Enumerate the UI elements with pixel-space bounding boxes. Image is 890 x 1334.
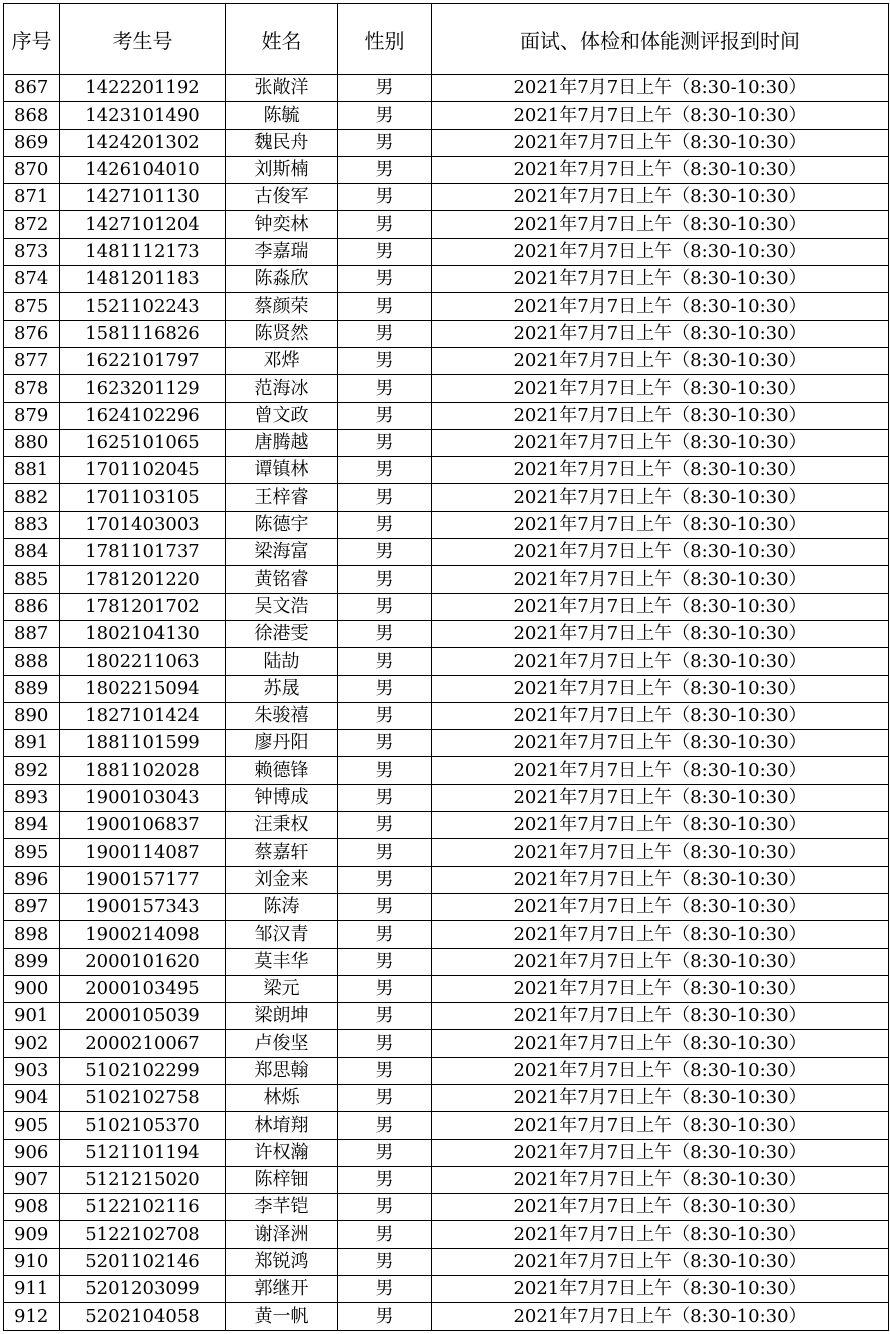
exam-id-cell: 1881101599 — [60, 730, 226, 757]
gender-cell: 男 — [338, 1221, 432, 1248]
table-row — [4, 948, 889, 975]
report-time-cell: 2021年7月7日上午（8:30-10:30） — [432, 539, 889, 566]
exam-id-cell: 1424201302 — [60, 129, 226, 156]
serial-cell: 867 — [4, 75, 60, 102]
table-row — [4, 402, 889, 429]
gender-cell: 男 — [338, 347, 432, 374]
report-time-cell: 2021年7月7日上午（8:30-10:30） — [432, 320, 889, 347]
name-cell: 郑思翰 — [226, 1057, 338, 1084]
table-row — [4, 1166, 889, 1193]
serial-cell: 898 — [4, 921, 60, 948]
serial-cell: 903 — [4, 1057, 60, 1084]
table-row — [4, 1112, 889, 1139]
exam-id-cell: 5121101194 — [60, 1139, 226, 1166]
name-cell: 陈梓钿 — [226, 1166, 338, 1193]
col-header-report-time: 面试、体检和体能测评报到时间 — [432, 4, 889, 75]
exam-id-cell: 2000105039 — [60, 1003, 226, 1030]
serial-cell: 882 — [4, 484, 60, 511]
serial-cell: 880 — [4, 429, 60, 456]
name-cell: 卢俊坚 — [226, 1030, 338, 1057]
exam-id-cell: 5102102299 — [60, 1057, 226, 1084]
report-time-cell: 2021年7月7日上午（8:30-10:30） — [432, 484, 889, 511]
gender-cell: 男 — [338, 429, 432, 456]
table-row — [4, 1248, 889, 1275]
name-cell: 黄铭睿 — [226, 566, 338, 593]
serial-cell: 869 — [4, 129, 60, 156]
gender-cell: 男 — [338, 511, 432, 538]
name-cell: 陆劼 — [226, 648, 338, 675]
serial-cell: 912 — [4, 1303, 60, 1330]
table-row — [4, 347, 889, 374]
report-time-cell: 2021年7月7日上午（8:30-10:30） — [432, 211, 889, 238]
serial-cell: 899 — [4, 948, 60, 975]
report-time-cell: 2021年7月7日上午（8:30-10:30） — [432, 457, 889, 484]
report-time-cell: 2021年7月7日上午（8:30-10:30） — [432, 184, 889, 211]
serial-cell: 905 — [4, 1112, 60, 1139]
serial-cell: 911 — [4, 1276, 60, 1303]
gender-cell: 男 — [338, 1112, 432, 1139]
serial-cell: 881 — [4, 457, 60, 484]
name-cell: 张敞洋 — [226, 75, 338, 102]
serial-cell: 893 — [4, 784, 60, 811]
serial-cell: 894 — [4, 812, 60, 839]
exam-id-cell: 1900157343 — [60, 893, 226, 920]
gender-cell: 男 — [338, 1166, 432, 1193]
name-cell: 吴文浩 — [226, 593, 338, 620]
serial-cell: 871 — [4, 184, 60, 211]
exam-id-cell: 1900157177 — [60, 866, 226, 893]
table-row — [4, 293, 889, 320]
table-row — [4, 593, 889, 620]
exam-id-cell: 1481201183 — [60, 266, 226, 293]
header-row — [4, 4, 889, 75]
exam-id-cell: 1781201702 — [60, 593, 226, 620]
table-row — [4, 757, 889, 784]
gender-cell: 男 — [338, 620, 432, 647]
gender-cell: 男 — [338, 539, 432, 566]
table-row — [4, 429, 889, 456]
exam-id-cell: 1427101130 — [60, 184, 226, 211]
name-cell: 梁海富 — [226, 539, 338, 566]
report-time-cell: 2021年7月7日上午（8:30-10:30） — [432, 1139, 889, 1166]
name-cell: 许权瀚 — [226, 1139, 338, 1166]
exam-id-cell: 1481112173 — [60, 238, 226, 265]
serial-cell: 874 — [4, 266, 60, 293]
exam-id-cell: 1581116826 — [60, 320, 226, 347]
table-row — [4, 1194, 889, 1221]
table-row — [4, 1221, 889, 1248]
gender-cell: 男 — [338, 866, 432, 893]
exam-id-cell: 1781101737 — [60, 539, 226, 566]
gender-cell: 男 — [338, 1139, 432, 1166]
report-time-cell: 2021年7月7日上午（8:30-10:30） — [432, 1303, 889, 1330]
serial-cell: 910 — [4, 1248, 60, 1275]
name-cell: 廖丹阳 — [226, 730, 338, 757]
name-cell: 徐港雯 — [226, 620, 338, 647]
name-cell: 钟奕林 — [226, 211, 338, 238]
table-row — [4, 893, 889, 920]
serial-cell: 896 — [4, 866, 60, 893]
table-row — [4, 566, 889, 593]
exam-id-cell: 1900106837 — [60, 812, 226, 839]
report-time-cell: 2021年7月7日上午（8:30-10:30） — [432, 238, 889, 265]
exam-id-cell: 1900114087 — [60, 839, 226, 866]
gender-cell: 男 — [338, 784, 432, 811]
table-row — [4, 375, 889, 402]
name-cell: 陈淼欣 — [226, 266, 338, 293]
table-row — [4, 839, 889, 866]
name-cell: 谭镇林 — [226, 457, 338, 484]
report-time-cell: 2021年7月7日上午（8:30-10:30） — [432, 1003, 889, 1030]
exam-id-cell: 5122102116 — [60, 1194, 226, 1221]
exam-id-cell: 1422201192 — [60, 75, 226, 102]
name-cell: 蔡颜荣 — [226, 293, 338, 320]
gender-cell: 男 — [338, 757, 432, 784]
table-row — [4, 539, 889, 566]
gender-cell: 男 — [338, 839, 432, 866]
serial-cell: 909 — [4, 1221, 60, 1248]
name-cell: 邹汉青 — [226, 921, 338, 948]
serial-cell: 900 — [4, 975, 60, 1002]
exam-id-cell: 1900214098 — [60, 921, 226, 948]
serial-cell: 891 — [4, 730, 60, 757]
table-row — [4, 1030, 889, 1057]
name-cell: 汪秉权 — [226, 812, 338, 839]
table-header — [4, 4, 889, 75]
report-time-cell: 2021年7月7日上午（8:30-10:30） — [432, 1194, 889, 1221]
gender-cell: 男 — [338, 102, 432, 129]
gender-cell: 男 — [338, 375, 432, 402]
gender-cell: 男 — [338, 129, 432, 156]
report-time-cell: 2021年7月7日上午（8:30-10:30） — [432, 921, 889, 948]
gender-cell: 男 — [338, 75, 432, 102]
report-time-cell: 2021年7月7日上午（8:30-10:30） — [432, 702, 889, 729]
exam-id-cell: 1622101797 — [60, 347, 226, 374]
gender-cell: 男 — [338, 675, 432, 702]
serial-cell: 868 — [4, 102, 60, 129]
table-row — [4, 266, 889, 293]
serial-cell: 875 — [4, 293, 60, 320]
gender-cell: 男 — [338, 1003, 432, 1030]
gender-cell: 男 — [338, 1303, 432, 1330]
exam-id-cell: 1781201220 — [60, 566, 226, 593]
name-cell: 苏晟 — [226, 675, 338, 702]
serial-cell: 884 — [4, 539, 60, 566]
serial-cell: 877 — [4, 347, 60, 374]
report-time-cell: 2021年7月7日上午（8:30-10:30） — [432, 511, 889, 538]
name-cell: 钟博成 — [226, 784, 338, 811]
serial-cell: 886 — [4, 593, 60, 620]
serial-cell: 895 — [4, 839, 60, 866]
name-cell: 李嘉瑞 — [226, 238, 338, 265]
name-cell: 曾文政 — [226, 402, 338, 429]
gender-cell: 男 — [338, 484, 432, 511]
table-row — [4, 675, 889, 702]
report-time-cell: 2021年7月7日上午（8:30-10:30） — [432, 129, 889, 156]
report-time-cell: 2021年7月7日上午（8:30-10:30） — [432, 1276, 889, 1303]
table-row — [4, 75, 889, 102]
exam-id-cell: 5102105370 — [60, 1112, 226, 1139]
table-row — [4, 620, 889, 647]
report-time-cell: 2021年7月7日上午（8:30-10:30） — [432, 1112, 889, 1139]
col-header-serial: 序号 — [4, 4, 60, 75]
table-row — [4, 1084, 889, 1111]
exam-id-cell: 1802211063 — [60, 648, 226, 675]
exam-id-cell: 5201203099 — [60, 1276, 226, 1303]
gender-cell: 男 — [338, 156, 432, 183]
serial-cell: 879 — [4, 402, 60, 429]
gender-cell: 男 — [338, 293, 432, 320]
serial-cell: 878 — [4, 375, 60, 402]
table-row — [4, 184, 889, 211]
serial-cell: 885 — [4, 566, 60, 593]
exam-id-cell: 1427101204 — [60, 211, 226, 238]
table-row — [4, 730, 889, 757]
candidate-table — [3, 3, 889, 1331]
exam-id-cell: 5102102758 — [60, 1084, 226, 1111]
exam-id-cell: 1802104130 — [60, 620, 226, 647]
serial-cell: 904 — [4, 1084, 60, 1111]
serial-cell: 907 — [4, 1166, 60, 1193]
gender-cell: 男 — [338, 238, 432, 265]
exam-id-cell: 1426104010 — [60, 156, 226, 183]
name-cell: 郭继开 — [226, 1276, 338, 1303]
table-row — [4, 484, 889, 511]
serial-cell: 876 — [4, 320, 60, 347]
gender-cell: 男 — [338, 593, 432, 620]
name-cell: 谢泽洲 — [226, 1221, 338, 1248]
table-row — [4, 156, 889, 183]
table-row — [4, 511, 889, 538]
report-time-cell: 2021年7月7日上午（8:30-10:30） — [432, 375, 889, 402]
table-row — [4, 320, 889, 347]
name-cell: 郑锐鸿 — [226, 1248, 338, 1275]
exam-id-cell: 1881102028 — [60, 757, 226, 784]
report-time-cell: 2021年7月7日上午（8:30-10:30） — [432, 730, 889, 757]
serial-cell: 872 — [4, 211, 60, 238]
report-time-cell: 2021年7月7日上午（8:30-10:30） — [432, 866, 889, 893]
exam-id-cell: 1827101424 — [60, 702, 226, 729]
table-row — [4, 648, 889, 675]
gender-cell: 男 — [338, 730, 432, 757]
report-time-cell: 2021年7月7日上午（8:30-10:30） — [432, 429, 889, 456]
table-row — [4, 129, 889, 156]
report-time-cell: 2021年7月7日上午（8:30-10:30） — [432, 566, 889, 593]
table-row — [4, 238, 889, 265]
report-time-cell: 2021年7月7日上午（8:30-10:30） — [432, 156, 889, 183]
name-cell: 王梓睿 — [226, 484, 338, 511]
exam-id-cell: 5201102146 — [60, 1248, 226, 1275]
serial-cell: 888 — [4, 648, 60, 675]
gender-cell: 男 — [338, 320, 432, 347]
name-cell: 梁元 — [226, 975, 338, 1002]
report-time-cell: 2021年7月7日上午（8:30-10:30） — [432, 1057, 889, 1084]
report-time-cell: 2021年7月7日上午（8:30-10:30） — [432, 948, 889, 975]
exam-id-cell: 1624102296 — [60, 402, 226, 429]
gender-cell: 男 — [338, 1194, 432, 1221]
table-body — [4, 75, 889, 1331]
exam-id-cell: 1625101065 — [60, 429, 226, 456]
report-time-cell: 2021年7月7日上午（8:30-10:30） — [432, 1221, 889, 1248]
report-time-cell: 2021年7月7日上午（8:30-10:30） — [432, 593, 889, 620]
exam-id-cell: 5202104058 — [60, 1303, 226, 1330]
exam-id-cell: 2000210067 — [60, 1030, 226, 1057]
gender-cell: 男 — [338, 184, 432, 211]
gender-cell: 男 — [338, 1057, 432, 1084]
report-time-cell: 2021年7月7日上午（8:30-10:30） — [432, 784, 889, 811]
table-row — [4, 211, 889, 238]
gender-cell: 男 — [338, 566, 432, 593]
report-time-cell: 2021年7月7日上午（8:30-10:30） — [432, 812, 889, 839]
report-time-cell: 2021年7月7日上午（8:30-10:30） — [432, 675, 889, 702]
name-cell: 刘金来 — [226, 866, 338, 893]
table-row — [4, 812, 889, 839]
report-time-cell: 2021年7月7日上午（8:30-10:30） — [432, 975, 889, 1002]
report-time-cell: 2021年7月7日上午（8:30-10:30） — [432, 1248, 889, 1275]
table-row — [4, 702, 889, 729]
gender-cell: 男 — [338, 1248, 432, 1275]
name-cell: 范海冰 — [226, 375, 338, 402]
report-time-cell: 2021年7月7日上午（8:30-10:30） — [432, 402, 889, 429]
serial-cell: 906 — [4, 1139, 60, 1166]
serial-cell: 901 — [4, 1003, 60, 1030]
name-cell: 黄一帆 — [226, 1303, 338, 1330]
name-cell: 陈毓 — [226, 102, 338, 129]
table-row — [4, 1139, 889, 1166]
exam-id-cell: 1423101490 — [60, 102, 226, 129]
table-row — [4, 1057, 889, 1084]
gender-cell: 男 — [338, 1030, 432, 1057]
exam-id-cell: 1701102045 — [60, 457, 226, 484]
gender-cell: 男 — [338, 457, 432, 484]
table-row — [4, 1276, 889, 1303]
report-time-cell: 2021年7月7日上午（8:30-10:30） — [432, 1166, 889, 1193]
name-cell: 梁朗坤 — [226, 1003, 338, 1030]
exam-id-cell: 5122102708 — [60, 1221, 226, 1248]
serial-cell: 890 — [4, 702, 60, 729]
gender-cell: 男 — [338, 893, 432, 920]
serial-cell: 870 — [4, 156, 60, 183]
report-time-cell: 2021年7月7日上午（8:30-10:30） — [432, 1030, 889, 1057]
serial-cell: 873 — [4, 238, 60, 265]
table-row — [4, 921, 889, 948]
name-cell: 莫丰华 — [226, 948, 338, 975]
exam-id-cell: 1701403003 — [60, 511, 226, 538]
gender-cell: 男 — [338, 1084, 432, 1111]
name-cell: 唐腾越 — [226, 429, 338, 456]
name-cell: 赖德锋 — [226, 757, 338, 784]
report-time-cell: 2021年7月7日上午（8:30-10:30） — [432, 648, 889, 675]
col-header-name: 姓名 — [226, 4, 338, 75]
gender-cell: 男 — [338, 702, 432, 729]
gender-cell: 男 — [338, 211, 432, 238]
name-cell: 林烁 — [226, 1084, 338, 1111]
table-row — [4, 457, 889, 484]
exam-id-cell: 1701103105 — [60, 484, 226, 511]
name-cell: 古俊军 — [226, 184, 338, 211]
report-time-cell: 2021年7月7日上午（8:30-10:30） — [432, 893, 889, 920]
gender-cell: 男 — [338, 1276, 432, 1303]
name-cell: 刘斯楠 — [226, 156, 338, 183]
col-header-exam-id: 考生号 — [60, 4, 226, 75]
exam-id-cell: 1521102243 — [60, 293, 226, 320]
gender-cell: 男 — [338, 948, 432, 975]
serial-cell: 889 — [4, 675, 60, 702]
report-time-cell: 2021年7月7日上午（8:30-10:30） — [432, 1084, 889, 1111]
gender-cell: 男 — [338, 812, 432, 839]
report-time-cell: 2021年7月7日上午（8:30-10:30） — [432, 620, 889, 647]
table-row — [4, 784, 889, 811]
table-row — [4, 102, 889, 129]
serial-cell: 902 — [4, 1030, 60, 1057]
exam-id-cell: 1623201129 — [60, 375, 226, 402]
report-time-cell: 2021年7月7日上午（8:30-10:30） — [432, 839, 889, 866]
name-cell: 蔡嘉轩 — [226, 839, 338, 866]
exam-id-cell: 2000101620 — [60, 948, 226, 975]
table-row — [4, 1003, 889, 1030]
report-time-cell: 2021年7月7日上午（8:30-10:30） — [432, 293, 889, 320]
table-row — [4, 866, 889, 893]
name-cell: 陈德宇 — [226, 511, 338, 538]
name-cell: 邓烨 — [226, 347, 338, 374]
table-row — [4, 975, 889, 1002]
gender-cell: 男 — [338, 921, 432, 948]
gender-cell: 男 — [338, 975, 432, 1002]
gender-cell: 男 — [338, 266, 432, 293]
table-row — [4, 1303, 889, 1330]
exam-id-cell: 1802215094 — [60, 675, 226, 702]
report-time-cell: 2021年7月7日上午（8:30-10:30） — [432, 347, 889, 374]
serial-cell: 892 — [4, 757, 60, 784]
serial-cell: 883 — [4, 511, 60, 538]
exam-id-cell: 5121215020 — [60, 1166, 226, 1193]
exam-id-cell: 2000103495 — [60, 975, 226, 1002]
exam-id-cell: 1900103043 — [60, 784, 226, 811]
report-time-cell: 2021年7月7日上午（8:30-10:30） — [432, 102, 889, 129]
name-cell: 陈涛 — [226, 893, 338, 920]
name-cell: 朱骏禧 — [226, 702, 338, 729]
report-time-cell: 2021年7月7日上午（8:30-10:30） — [432, 757, 889, 784]
serial-cell: 897 — [4, 893, 60, 920]
gender-cell: 男 — [338, 648, 432, 675]
name-cell: 陈贤然 — [226, 320, 338, 347]
name-cell: 魏民舟 — [226, 129, 338, 156]
gender-cell: 男 — [338, 402, 432, 429]
serial-cell: 908 — [4, 1194, 60, 1221]
name-cell: 李芊铠 — [226, 1194, 338, 1221]
report-time-cell: 2021年7月7日上午（8:30-10:30） — [432, 75, 889, 102]
serial-cell: 887 — [4, 620, 60, 647]
col-header-gender: 性别 — [338, 4, 432, 75]
report-time-cell: 2021年7月7日上午（8:30-10:30） — [432, 266, 889, 293]
name-cell: 林堉翔 — [226, 1112, 338, 1139]
